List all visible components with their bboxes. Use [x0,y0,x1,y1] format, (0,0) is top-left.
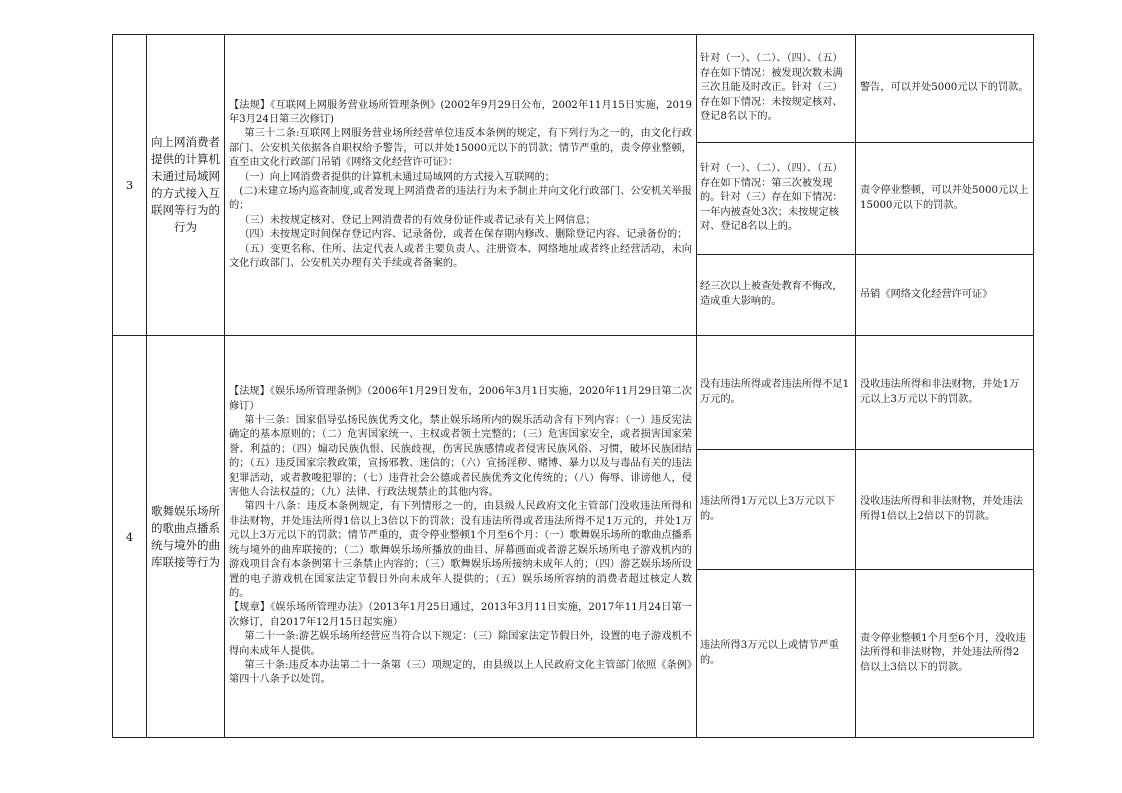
violation-circumstance: 针对（一）、（二）、（四）、（五）存在如下情况：第三次被发现的。针对（三）存在如下情况：一年内被查处3次；未按规定核对、登记8名以上的。 [697,143,856,255]
law-article: 第三十二条:互联网上网服务营业场所经营单位违反本条例的规定，有下列行为之一的，由文化行政部门、公安机关依据各自职权给予警告，可以并处15000元以下的罚款；情节严重的，责令停业整顿，直至由文化行政部门吊销《网络文化经营许可证》： [229,128,692,169]
penalty-standard: 没收违法所得和非法财物，并处违法所得1倍以上2倍以下的罚款。 [856,450,1034,570]
penalty-standard: 没收违法所得和非法财物，并处1万元以上3万元以下的罚款。 [856,336,1034,450]
legal-basis [225,336,697,738]
law-title: 【法规】《互联网上网服务营业场所管理条例》(2002年9月29日公布，2002年11月15日实施，2019年3月24日第三次修订) [229,99,692,125]
law-item: （三）未按规定核对、登记上网消费者的有效身份证件或者记录有关上网信息； [239,214,596,226]
table-row [113,35,1034,143]
penalty-standard: 吊销《网络文化经营许可证》 [856,255,1034,336]
violation-behavior: 向上网消费者提供的计算机未通过局域网的方式接入互联网等行为的行为 [147,35,225,336]
penalty-standards-table [112,34,1034,738]
law-item: （四）未按规定时间保存登记内容、记录备份，或者在保存期内修改、删除登记内容、记录备份的； [239,229,688,241]
row-number: 3 [113,35,147,336]
table-row [113,336,1034,450]
law-article: 第二十一条:游艺娱乐场所经营应当符合以下规定：（三）除国家法定节假日外，设置的电子游戏机不得向未成年人提供。 [229,631,692,657]
law-item: （五）变更名称、住所、法定代表人或者主要负责人、注册资本、网络地址或者终止经营活动，未向文化行政部门、公安机关办理有关手续或者备案的。 [229,243,692,270]
violation-circumstance: 经三次以上被查处教育不悔改，造成重大影响的。 [697,255,856,336]
law-item: (二)未建立场内巡查制度,或者发现上网消费者的违法行为未予制止并向文化行政部门、公安机关举报的； [229,186,692,212]
violation-behavior: 歌舞娱乐场所的歌曲点播系统与境外的曲库联接等行为 [147,336,225,738]
violation-circumstance: 违法所得1万元以上3万元以下的。 [697,450,856,570]
law-title: 【法规】《娱乐场所管理条例》（2006年1月29日发布，2006年3月1日实施，2020年11月29日第二次修订） [229,386,692,412]
violation-circumstance: 违法所得3万元以上或情节严重的。 [697,570,856,738]
law-title: 【规章】《娱乐场所管理办法》（2013年1月25日通过，2013年3月11日实施，2017年11月24日第一次修订，自2017年12月15日起实施） [229,602,692,628]
row-number: 4 [113,336,147,738]
penalty-standard: 责令停业整顿1个月至6个月，没收违法所得和非法财物，并处违法所得2倍以上3倍以下的罚款。 [856,570,1034,738]
law-article: 第四十八条：违反本条例规定，有下列情形之一的，由县级人民政府文化主管部门没收违法所得和非法财物，并处违法所得1倍以上3倍以下的罚款；没有违法所得或者违法所得不足1万元的，并处1万元以上3万元以下的罚款；情节严重的，责令停业整顿1个月至6个月：（一）歌舞娱乐场所的歌曲点播系统与境外的曲库联接的；（二）歌舞娱乐场所播放的曲目、屏幕画面或者游艺娱乐场所电子游戏机内的游戏项目含有本条例第十三条禁止内容的；（三）歌舞娱乐场所接纳未成年人的；（四）游艺娱乐场所设置的电子游戏机在国家法定节假日外向未成年人提供的；（五）娱乐场所容纳的消费者超过核定人数的。 [229,501,692,599]
law-article: 第三十条:违反本办法第二十一条第（三）项规定的，由县级以上人民政府文化主管部门依照《条例》第四十八条予以处罚。 [229,659,692,686]
violation-circumstance: 没有违法所得或者违法所得不足1万元的。 [697,336,856,450]
law-article: 第十三条：国家倡导弘扬民族优秀文化，禁止娱乐场所内的娱乐活动含有下列内容：（一）违反宪法确定的基本原则的；（二）危害国家统一、主权或者领土完整的；（三）危害国家安全，或者损害国家荣誉、利益的；（四）煽动民族仇恨、民族歧视，伤害民族感情或者侵害民族风俗、习惯，破坏民族团结的；（五）违反国家宗教政策，宣扬邪教、迷信的；（六）宣扬淫秽、赌博、暴力以及与毒品有关的违法犯罪活动，或者教唆犯罪的；（七）违背社会公德或者民族优秀文化传统的；（八）侮辱、诽谤他人，侵害他人合法权益的；（九）法律、行政法规禁止的其他内容。 [229,415,692,499]
legal-basis [225,35,697,336]
law-item: （一）向上网消费者提供的计算机未通过局域网的方式接入互联网的； [239,171,555,183]
violation-circumstance: 针对（一）、（二）、（四）、（五）存在如下情况：被发现次数未满三次且能及时改正。针对（三）存在如下情况：未按规定核对、登记8名以下的。 [697,35,856,143]
penalty-standard: 警告，可以并处5000元以下的罚款。 [856,35,1034,143]
penalty-standard: 责令停业整顿，可以并处5000元以上15000元以下的罚款。 [856,143,1034,255]
